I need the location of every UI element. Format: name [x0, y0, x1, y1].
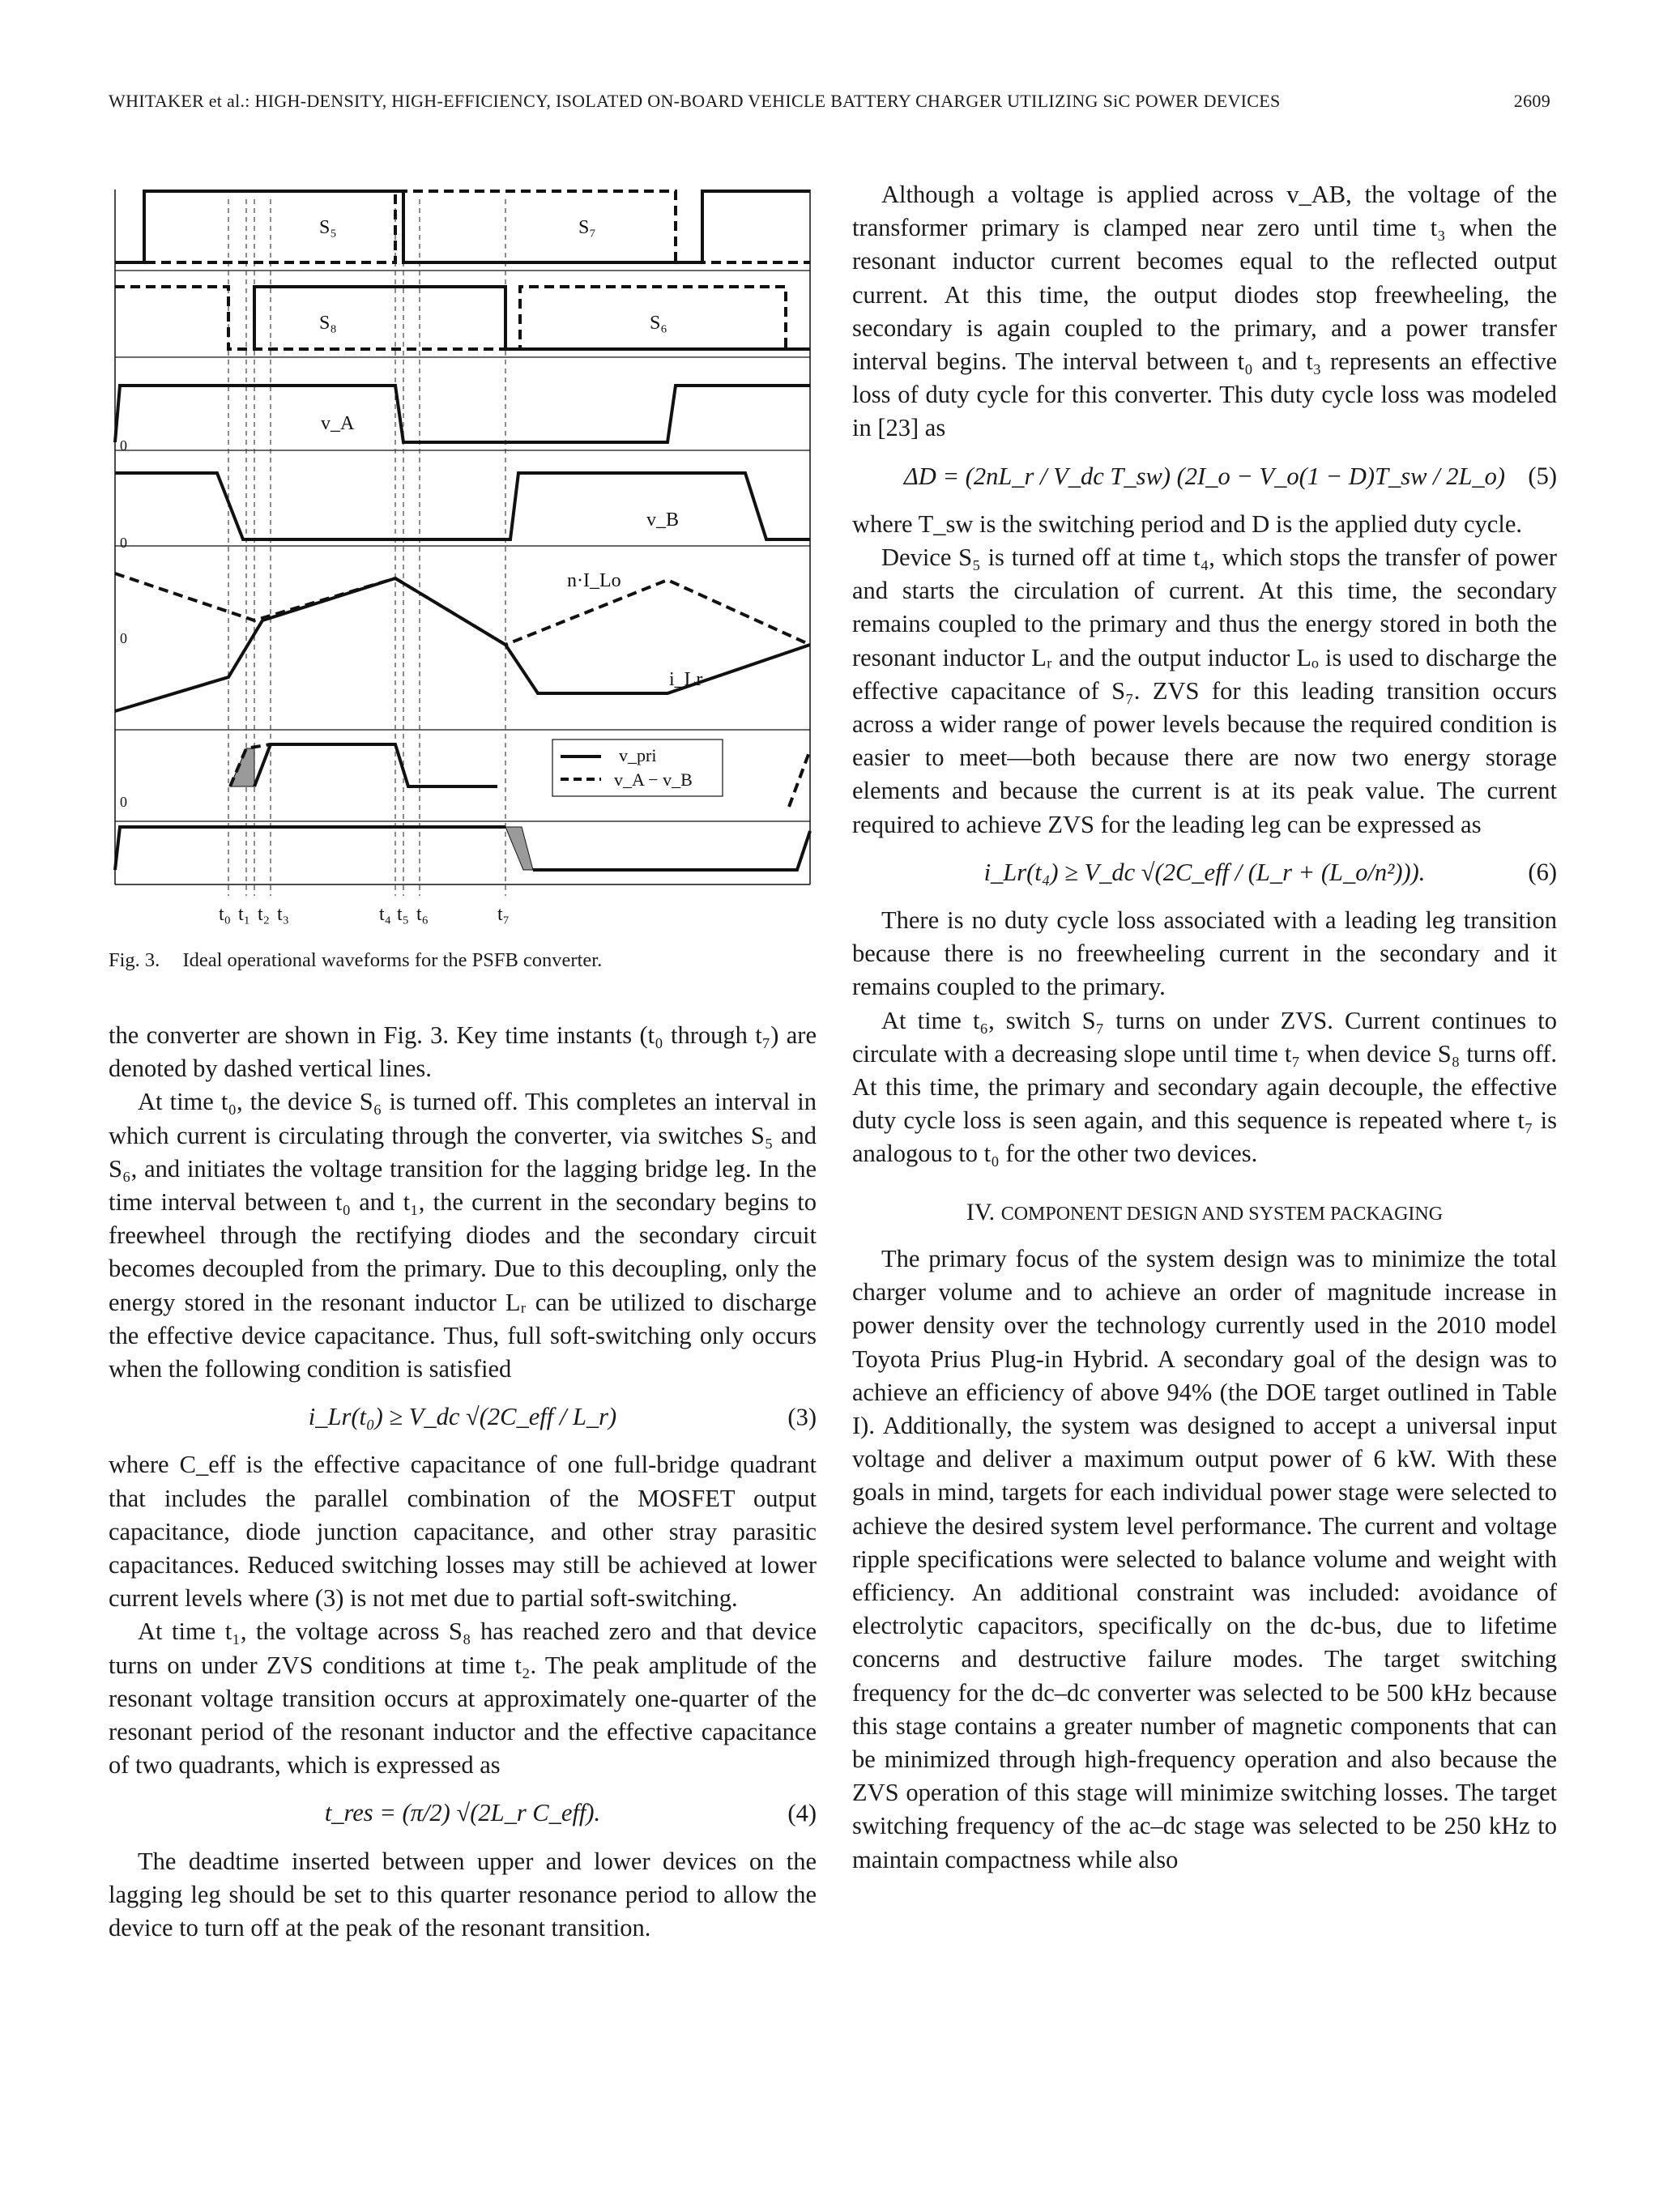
equation-3-body: i_Lr(t₀) ≥ V_dc √(2C_eff / L_r) — [308, 1403, 617, 1431]
vb-waveform — [115, 473, 810, 539]
tick-t5: t₅ — [397, 904, 410, 925]
label-zero-2: 0 — [120, 535, 127, 551]
label-s8: S₈ — [319, 313, 337, 334]
vpri-shade-2 — [505, 827, 533, 870]
left-paragraph-4: At time t₁, the voltage across S₈ has reached zero and that device turns on under ZVS conditions at time t₂. The peak amplitude of the resonant voltage transition occurs at approximately one-quarter of the resonant period of the resonant inductor and the effective capacitance of two quadrants, which is expressed as — [109, 1617, 817, 1779]
tick-t1: t₁ — [238, 904, 251, 925]
s7-waveform — [115, 191, 810, 262]
page-number: 2609 — [1513, 91, 1550, 111]
equation-5-body: ΔD = (2nL_r / V_dc T_sw) (2I_o − V_o(1 − D)T_sw / 2L_o) — [903, 462, 1506, 490]
right-paragraph-3: Device S₅ is turned off at time t₄, which stops the transfer of power and starts the circulation of current. At this time, the secondary remains coupled to the primary and thus the energy stored in both the resonant inductor Lᵣ and the output inductor Lₒ is used to discharge the effective capacitance of S₇. ZVS for this leading transition occurs across a wider range of power levels because the required condition is easier to meet—both because there are now two energy storage elements and because the current is at its peak value. The current required to achieve ZVS for the leading leg can be expressed as — [852, 543, 1557, 838]
left-column — [109, 1019, 817, 1945]
legend-vpri-label: v_pri — [619, 745, 657, 765]
label-zero-1: 0 — [120, 437, 127, 454]
equation-4 — [109, 1796, 817, 1830]
left-paragraph-3: where C_eff is the effective capacitance of one full-bridge quadrant that includes the parallel combination of the MOSFET output capacitance, diode junction capacitance, and other stray parasitic capacitances. Reduced switching losses may still be achieved at lower current levels where (3) is not met due to partial soft-switching. — [109, 1451, 817, 1613]
vpri-tail — [533, 831, 810, 870]
label-ilr: i_Lr — [669, 669, 703, 690]
right-paragraph-1: Although a voltage is applied across v_AB, the voltage of the transformer primary is clamped near zero until time t₃ when the resonant inductor current becomes equal to the reflected output current. At this time, the output diodes stop freewheeling, the secondary is again coupled to the primary, and a power transfer interval begins. The interval between t₀ and t₃ represents an effective loss of duty cycle for this converter. This duty cycle loss was modeled in [23] as — [852, 181, 1557, 442]
caption-label: Fig. 3. — [109, 949, 160, 971]
label-vb: v_B — [646, 509, 680, 531]
tick-t7: t₇ — [497, 904, 510, 925]
equation-5 — [852, 460, 1557, 493]
label-va: v_A — [321, 413, 355, 434]
equation-5-number: (5) — [1528, 462, 1557, 490]
running-head-text: WHITAKER et al.: HIGH-DENSITY, HIGH-EFFICIENCY, ISOLATED ON-BOARD VEHICLE BATTERY CHARGER UTILIZING SiC POWER DEVICES — [109, 91, 1281, 111]
s8-waveform — [254, 287, 810, 349]
vavb-tail — [789, 750, 810, 807]
label-zero-3: 0 — [120, 630, 127, 646]
s5-waveform — [115, 191, 810, 262]
legend-vavb-label: v_A − v_B — [614, 769, 693, 790]
left-paragraph-2: At time t₀, the device S₆ is turned off. This completes an interval in which current is circulating through the converter, via switches S₅ and S₆, and initiates the voltage transition for the lagging bridge leg. In the time interval between t₀ and t₁, the current in the secondary begins to freewheel through the rectifying diodes and the secondary circuit becomes decoupled from the primary. Due to this decoupling, only the energy stored in the resonant inductor Lᵣ can be utilized to discharge the effective device capacitance. Thus, full soft-switching only occurs when the following condition is satisfied — [109, 1088, 817, 1383]
tick-t0: t₀ — [219, 904, 232, 925]
equation-4-body: t_res = (π/2) √(2L_r C_eff). — [324, 1799, 601, 1827]
running-header — [109, 91, 1550, 112]
vpri-waveform — [115, 827, 505, 870]
left-paragraph-5: The deadtime inserted between upper and lower devices on the lagging leg should be set to this quarter resonance period to allow the device to turn off at the peak of the resonant transition. — [109, 1847, 817, 1942]
right-paragraph-5: At time t₆, switch S₇ turns on under ZVS. Current continues to circulate with a decreasing slope until time t₇ when device S₈ turns off. At this time, the primary and secondary again decouple, the effective duty cycle loss is seen again, and this sequence is repeated where t₇ is analogous to t₀ for the other two devices. — [852, 1006, 1557, 1168]
label-s5: S₅ — [319, 217, 337, 238]
waveform-figure — [109, 183, 817, 936]
caption-text: Ideal operational waveforms for the PSFB converter. — [182, 949, 603, 971]
right-column — [852, 178, 1557, 1877]
equation-6-body: i_Lr(t₄) ≥ V_dc √(2C_eff / (L_r + (L_o/n²))). — [983, 858, 1426, 886]
nilo-waveform — [115, 573, 810, 645]
equation-3-number: (3) — [787, 1403, 817, 1431]
label-zero-4: 0 — [120, 794, 127, 810]
label-nilo: n·I_Lo — [567, 570, 621, 591]
tick-t4: t₄ — [379, 904, 392, 925]
section-title: COMPONENT DESIGN AND SYSTEM PACKAGING — [1000, 1203, 1444, 1225]
equation-4-number: (4) — [787, 1799, 817, 1827]
tick-t2: t₂ — [258, 904, 271, 925]
vpri-pulse — [254, 744, 497, 786]
right-paragraph-6: The primary focus of the system design was to minimize the total charger volume and to achieve an order of magnitude increase in power density over the technology currently used in the 2010 model Toyota Prius Plug-in Hybrid. A secondary goal of the design was to achieve an efficiency of above 94% (the DOE target outlined in Table I). Additionally, the system was designed to accept a universal input voltage and deliver a maximum output power of 6 kW. With these goals in mind, targets for each individual power stage were selected to achieve the desired system level performance. The current and voltage ripple specifications were selected to balance volume and weight with efficiency. An additional constraint was included: avoidance of electrolytic capacitors, specifically on the dc-bus, due to lifetime concerns and destructive failure modes. The target switching frequency for the dc–dc converter was selected to be 500 kHz because this stage contains a greater number of magnetic components that can be minimized through high-frequency operation and also because the ZVS operation of this stage will minimize switching losses. The target switching frequency of the ac–dc stage was selected to be 250 kHz to maintain compactness while also — [852, 1244, 1557, 1873]
left-paragraph-1: the converter are shown in Fig. 3. Key time instants (t₀ through t₇) are denoted by dashed vertical lines. — [109, 1021, 817, 1083]
va-waveform — [115, 386, 810, 442]
right-paragraph-4: There is no duty cycle loss associated with a leading leg transition because there is no freewheeling current in the secondary and it remains coupled to the primary. — [852, 906, 1557, 1001]
section-heading — [852, 1196, 1557, 1231]
equation-3 — [109, 1400, 817, 1434]
equation-6 — [852, 856, 1557, 889]
s6-waveform — [115, 287, 786, 349]
figure-caption — [109, 949, 602, 972]
tick-t6: t₆ — [416, 904, 429, 925]
label-s6: S₆ — [650, 313, 667, 334]
section-number: IV. — [966, 1198, 996, 1225]
right-paragraph-2: where T_sw is the switching period and D is the applied duty cycle. — [852, 509, 1522, 538]
tick-t3: t₃ — [277, 904, 290, 925]
label-s7: S₇ — [578, 217, 596, 238]
equation-6-number: (6) — [1528, 858, 1557, 886]
